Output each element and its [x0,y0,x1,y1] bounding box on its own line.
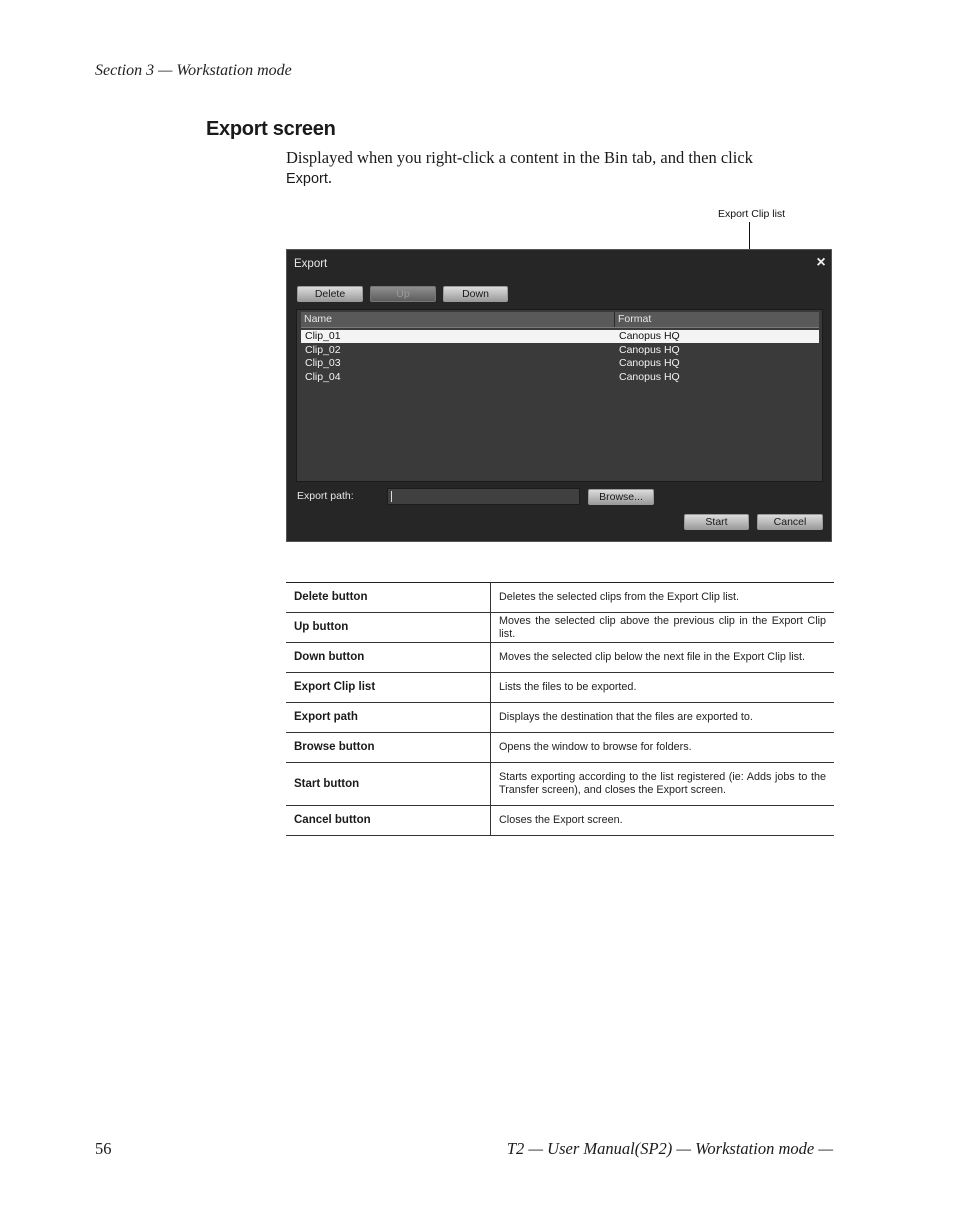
item-name: Export path [286,703,491,733]
item-name: Export Clip list [286,673,491,703]
list-header [301,312,819,328]
list-item[interactable] [301,357,819,370]
cancel-button[interactable]: Cancel [757,514,823,530]
table-row [286,733,834,763]
table-row [286,583,834,613]
clip-name: Clip_02 [305,344,341,356]
table-row [286,673,834,703]
table-row [286,643,834,673]
delete-button[interactable]: Delete [297,286,363,302]
running-head: Section 3 — Workstation mode [95,62,292,79]
text-caret [391,491,392,502]
item-description: Deletes the selected clips from the Export Clip list. [491,583,835,613]
list-item[interactable] [301,371,819,384]
close-icon[interactable]: × [816,254,826,271]
browse-button[interactable]: Browse... [588,489,654,505]
item-description: Displays the destination that the files are exported to. [491,703,835,733]
clip-format: Canopus HQ [619,330,680,342]
item-description: Moves the selected clip below the next file in the Export Clip list. [491,643,835,673]
table-row [286,613,834,643]
list-item[interactable] [301,330,819,343]
clip-format: Canopus HQ [619,371,680,383]
export-path-input[interactable] [387,488,580,505]
dialog-title: Export [294,258,328,270]
item-description: Closes the Export screen. [491,806,835,836]
export-dialog [286,249,832,542]
export-clip-list[interactable] [296,309,823,482]
item-description: Starts exporting according to the list registered (ie: Adds jobs to the Transfer screen), and closes the Export screen. [491,763,835,806]
item-description: Moves the selected clip above the previous clip in the Export Clip list. [491,613,835,643]
item-name: Down button [286,643,491,673]
clip-format: Canopus HQ [619,357,680,369]
column-name[interactable]: Name [304,313,333,325]
item-name: Up button [286,613,491,643]
clip-name: Clip_01 [305,330,341,342]
table-row [286,806,834,836]
list-item[interactable] [301,344,819,357]
item-name: Browse button [286,733,491,763]
page-number: 56 [95,1139,112,1158]
running-footer: T2 — User Manual(SP2) — Workstation mode — [506,1139,833,1158]
up-button[interactable]: Up [370,286,436,302]
intro-text: Displayed when you right-click a content in the Bin tab, and then click [286,148,753,167]
clip-name: Clip_03 [305,357,341,369]
table-row [286,703,834,733]
intro-ui-term: Export [286,171,328,187]
section-heading: Export screen [206,118,336,140]
down-button[interactable]: Down [443,286,508,302]
item-description: Lists the files to be exported. [491,673,835,703]
clip-format: Canopus HQ [619,344,680,356]
item-name: Start button [286,763,491,806]
clip-name: Clip_04 [305,371,341,383]
item-description: Opens the window to browse for folders. [491,733,835,763]
table-row [286,763,834,806]
intro-tail: . [327,168,333,187]
export-path-label: Export path: [297,490,354,502]
start-button[interactable]: Start [684,514,749,530]
intro-paragraph [286,148,826,189]
item-name: Delete button [286,583,491,613]
column-format[interactable]: Format [614,312,819,327]
description-table [286,582,834,836]
callout-label: Export Clip list [718,208,786,220]
item-name: Cancel button [286,806,491,836]
